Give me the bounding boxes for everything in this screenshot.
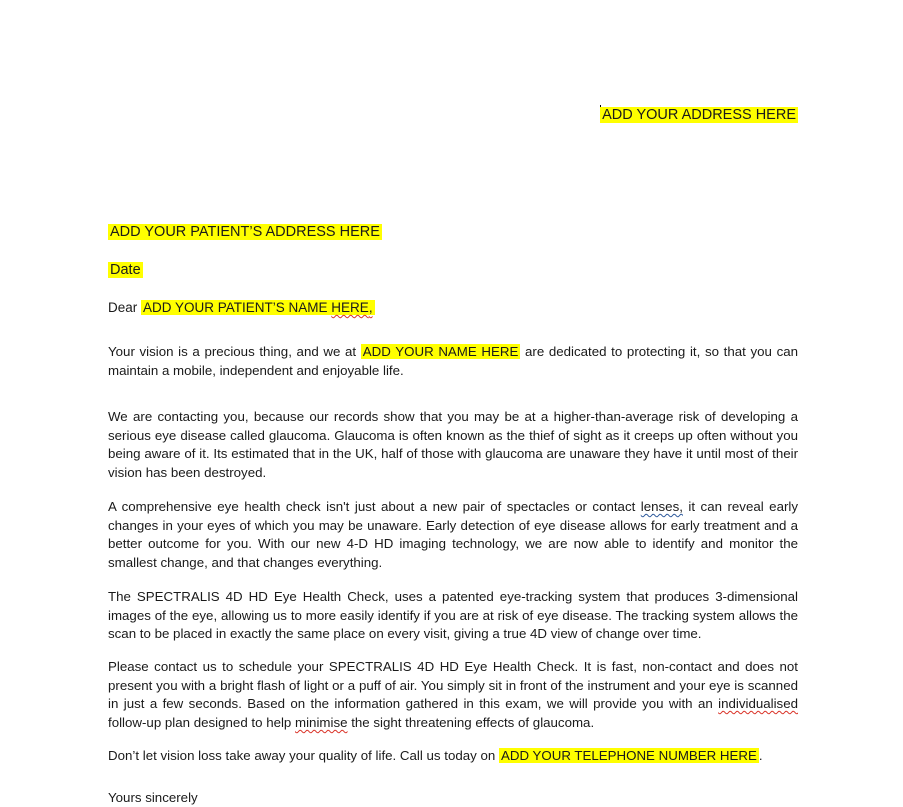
paragraph-intro-after: are dedicated to protecting it, so that you can maintain a mobile, independent and enjoyable life.	[108, 344, 799, 378]
date-field[interactable]	[108, 259, 143, 281]
sender-address-placeholder[interactable]: ADD YOUR ADDRESS HERE	[602, 107, 796, 123]
paragraph-call-after: .	[758, 748, 763, 763]
paragraph-schedule-before: Please contact us to schedule your SPECTRALIS 4D HD Eye Health Check. It is fast, non-contact and does not present you with a bright flash of light or a puff of air. You simply sit in front of the instrument and your eye is scanned in just a few seconds. Based on the information gathered in this exam, we will provide you with an	[108, 659, 798, 712]
recipient-address[interactable]	[108, 221, 382, 243]
paragraph-intro-before: Your vision is a precious thing, and we at	[108, 344, 361, 359]
paragraph-glaucoma-risk[interactable]: We are contacting you, because our records show that you may be at a higher-than-average risk of developing a serious eye disease called glaucoma. Glaucoma is often known as the thief of sight as it creeps up often without you being aware of it. Its estimated that in the UK, half of those with glaucoma are unaware they have it until most of their vision has been destroyed.	[108, 409, 798, 480]
paragraph-schedule[interactable]	[108, 658, 798, 732]
paragraph-eye-health-check-before: A comprehensive eye health check isn't just about a new pair of spectacles or contact	[108, 499, 641, 514]
practice-name-placeholder[interactable]: ADD YOUR NAME HERE	[362, 344, 519, 359]
paragraph-schedule-middle: follow-up plan designed to help	[108, 714, 296, 730]
recipient-address-placeholder[interactable]: ADD YOUR PATIENT’S ADDRESS HERE	[110, 224, 380, 240]
paragraph-spectralis[interactable]: The SPECTRALIS 4D HD Eye Health Check, uses a patented eye-tracking system that produces 3-dimensional images of the eye, allowing us to more easily identify if you are at risk of eye disease. The tracking system allows the scan to be placed in exactly the same place on every visit, giving a true 4D view of change over time.	[108, 589, 798, 642]
date-placeholder[interactable]: Date	[110, 262, 141, 278]
sender-address[interactable]	[0, 105, 798, 125]
closing-line[interactable]: Yours sincerely	[108, 790, 198, 805]
paragraph-call-to-action[interactable]	[108, 747, 798, 766]
paragraph-intro[interactable]	[108, 343, 798, 380]
salutation-comma: ,	[368, 300, 373, 315]
patient-name-placeholder[interactable]	[141, 300, 375, 315]
patient-name-part2: HERE	[331, 300, 369, 315]
paragraph-schedule-after: the sight threatening effects of glaucoma.	[347, 714, 595, 730]
salutation[interactable]	[108, 298, 375, 318]
paragraph-eye-health-check[interactable]	[108, 498, 798, 572]
grammar-flag-lenses[interactable]: lenses,	[640, 499, 683, 514]
spelling-flag-minimise[interactable]: minimise	[295, 714, 348, 730]
salutation-prefix: Dear	[108, 300, 142, 315]
patient-name-part1: ADD YOUR PATIENT’S NAME	[143, 300, 332, 315]
telephone-placeholder[interactable]: ADD YOUR TELEPHONE NUMBER HERE	[500, 748, 757, 763]
paragraph-call-before: Don’t let vision loss take away your quality of life. Call us today on	[108, 748, 499, 763]
spelling-flag-individualised[interactable]: individualised	[718, 696, 798, 712]
paragraph-eye-health-check-after: it can reveal early changes in your eyes of which you may be unaware. Early detection of eye disease allows for early treatment and a better outcome for you. With our new 4-D HD imaging technology, we are now able to identify and monitor the smallest change, and that changes everything.	[108, 499, 798, 570]
